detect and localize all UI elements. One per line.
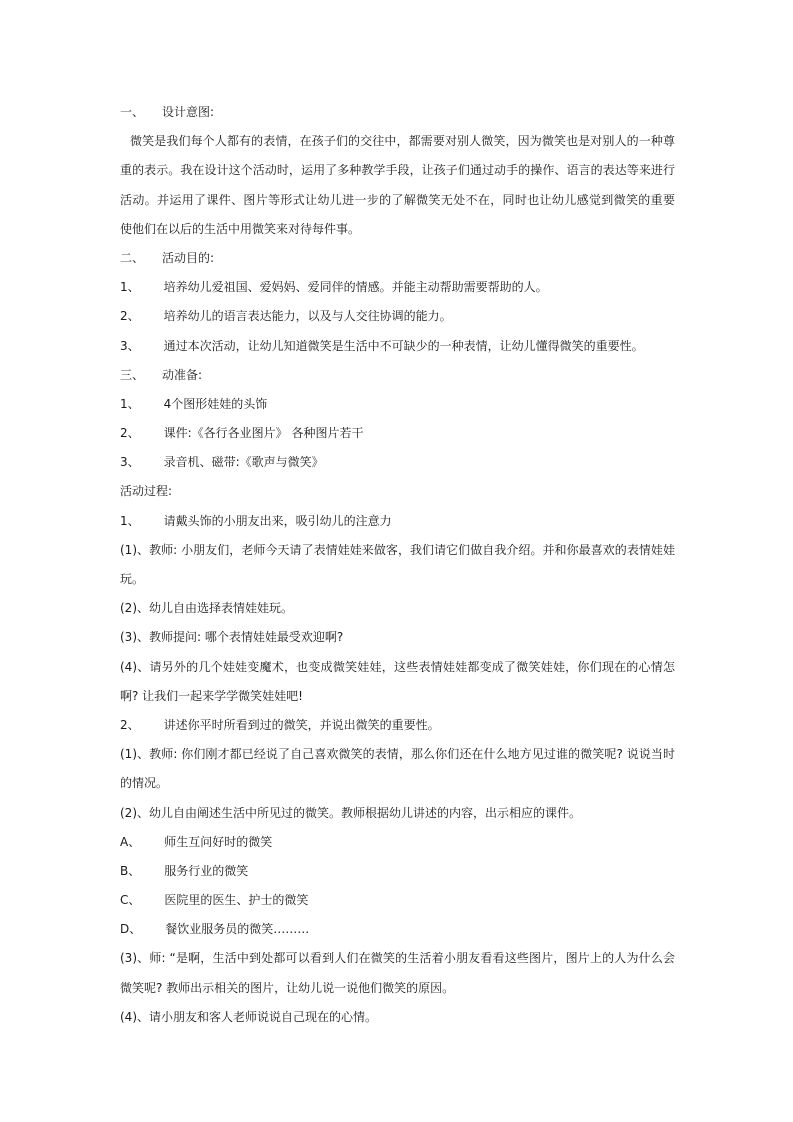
line-text: (4)、请小朋友和客人老师说说自己现在的心情。: [120, 1009, 377, 1024]
section-heading: [120, 361, 675, 390]
line-text: 服务行业的微笑: [164, 863, 249, 878]
list-item: [120, 448, 675, 477]
section-heading: [120, 244, 675, 273]
line-text: 课件:《各行各业图片》 各种图片若干: [163, 426, 364, 441]
line-text: (2)、幼儿自由选择表情娃娃玩。: [120, 601, 293, 616]
line-text: 设计意图:: [162, 105, 215, 119]
item-number: 3、: [120, 455, 140, 470]
line-text: 活动。并运用了课件、图片等形式让幼儿进一步的了解微笑无处不在，同时也让幼儿感觉到微笑的重要: [120, 192, 675, 207]
document-body: [120, 98, 675, 1032]
item-number: 1、: [120, 513, 140, 528]
line-text: 4个图形娃娃的头饰: [163, 396, 268, 411]
paragraph-line: [120, 974, 675, 1003]
paragraph-line: [120, 594, 675, 623]
paragraph-line: [120, 1003, 675, 1032]
item-number: D、: [120, 922, 142, 937]
paragraph-line: [120, 127, 675, 156]
line-text: 培养幼儿爱祖国、爱妈妈、爱同伴的情感。并能主动帮助需要帮助的人。: [163, 280, 548, 295]
list-item: [120, 711, 675, 740]
paragraph-line: [120, 565, 675, 594]
line-text: 录音机、磁带:《歌声与微笑》: [163, 455, 324, 470]
item-number: 二、: [120, 250, 145, 265]
line-text: (4)、请另外的几个娃娃变魔术，也变成微笑娃娃，这些表情娃娃都变成了微笑娃娃，你们现在的心情怎: [120, 659, 675, 674]
line-text: (3)、教师提问: 哪个表情娃娃最受欢迎啊?: [120, 630, 344, 645]
list-item: [120, 419, 675, 448]
paragraph-line: [120, 477, 675, 506]
list-item: [120, 273, 675, 302]
paragraph-line: [120, 740, 675, 769]
list-item: [120, 857, 675, 886]
paragraph-line: [120, 623, 675, 652]
item-number: 1、: [120, 396, 140, 411]
line-text: 使他们在以后的生活中用微笑来对待每件事。: [120, 221, 361, 236]
paragraph-line: [120, 536, 675, 565]
line-text: 师生互问好时的微笑: [164, 834, 273, 849]
item-number: 2、: [120, 426, 140, 441]
line-text: 请戴头饰的小朋友出来，吸引幼儿的注意力: [163, 513, 392, 528]
item-number: 1、: [120, 280, 140, 295]
paragraph-line: [120, 653, 675, 682]
item-number: 2、: [120, 717, 140, 732]
list-item: [120, 390, 675, 419]
line-text: 餐饮业服务员的微笑………: [165, 922, 310, 937]
line-text: 讲述你平时所看到过的微笑，并说出微笑的重要性。: [163, 717, 440, 732]
line-text: (1)、教师: 你们刚才都已经说了自己喜欢微笑的表情，那么你们还在什么地方见过谁的微笑呢? 说说当时: [120, 747, 675, 762]
section-heading: [120, 98, 675, 127]
item-number: 一、: [120, 105, 145, 119]
line-text: 通过本次活动，让幼儿知道微笑是生活中不可缺少的一种表情，让幼儿懂得微笑的重要性。: [163, 338, 644, 353]
item-number: A、: [120, 834, 141, 849]
paragraph-line: [120, 682, 675, 711]
list-item: [120, 886, 675, 915]
list-item: [120, 915, 675, 944]
item-number: 2、: [120, 309, 140, 324]
line-text: (2)、幼儿自由阐述生活中所见过的微笑。教师根据幼儿讲述的内容，出示相应的课件。: [120, 805, 582, 820]
line-text: 的情况。: [120, 776, 169, 791]
item-number: C、: [120, 893, 141, 908]
paragraph-line: [120, 186, 675, 215]
line-text: 医院里的医生、护士的微笑: [164, 893, 309, 908]
line-text: 活动过程:: [120, 484, 173, 499]
line-text: 活动目的:: [162, 250, 215, 265]
paragraph-line: [120, 799, 675, 828]
item-number: 3、: [120, 338, 140, 353]
item-number: 三、: [120, 367, 145, 382]
list-item: [120, 332, 675, 361]
line-text: 培养幼儿的语言表达能力，以及与人交往协调的能力。: [163, 309, 452, 324]
line-text: 啊? 让我们一起来学学微笑娃娃吧!: [120, 688, 303, 703]
paragraph-line: [120, 156, 675, 185]
line-text: 动准备:: [162, 367, 203, 382]
line-text: 玩。: [120, 572, 145, 586]
line-text: (3)、师: “是啊，生活中到处都可以看到人们在微笑的生活着小朋友看看这些图片，图片上的人为什么会: [120, 951, 675, 966]
line-text: (1)、教师: 小朋友们，老师今天请了表情娃娃来做客，我们请它们做自我介绍。并和你最喜欢的表情娃娃: [120, 542, 675, 557]
paragraph-line: [120, 215, 675, 244]
line-text: 重的表示。我在设计这个活动时，运用了多种教学手段，让孩子们通过动手的操作、语言的表达等来进行: [120, 163, 675, 178]
list-item: [120, 302, 675, 331]
list-item: [120, 507, 675, 536]
paragraph-line: [120, 944, 675, 973]
line-text: 微笑是我们每个人都有的表情，在孩子们的交往中，都需要对别人微笑，因为微笑也是对别人的一种尊: [130, 134, 675, 149]
paragraph-line: [120, 769, 675, 798]
line-text: 微笑呢? 教师出示相关的图片，让幼儿说一说他们微笑的原因。: [120, 980, 455, 995]
list-item: [120, 828, 675, 857]
item-number: B、: [120, 863, 141, 878]
